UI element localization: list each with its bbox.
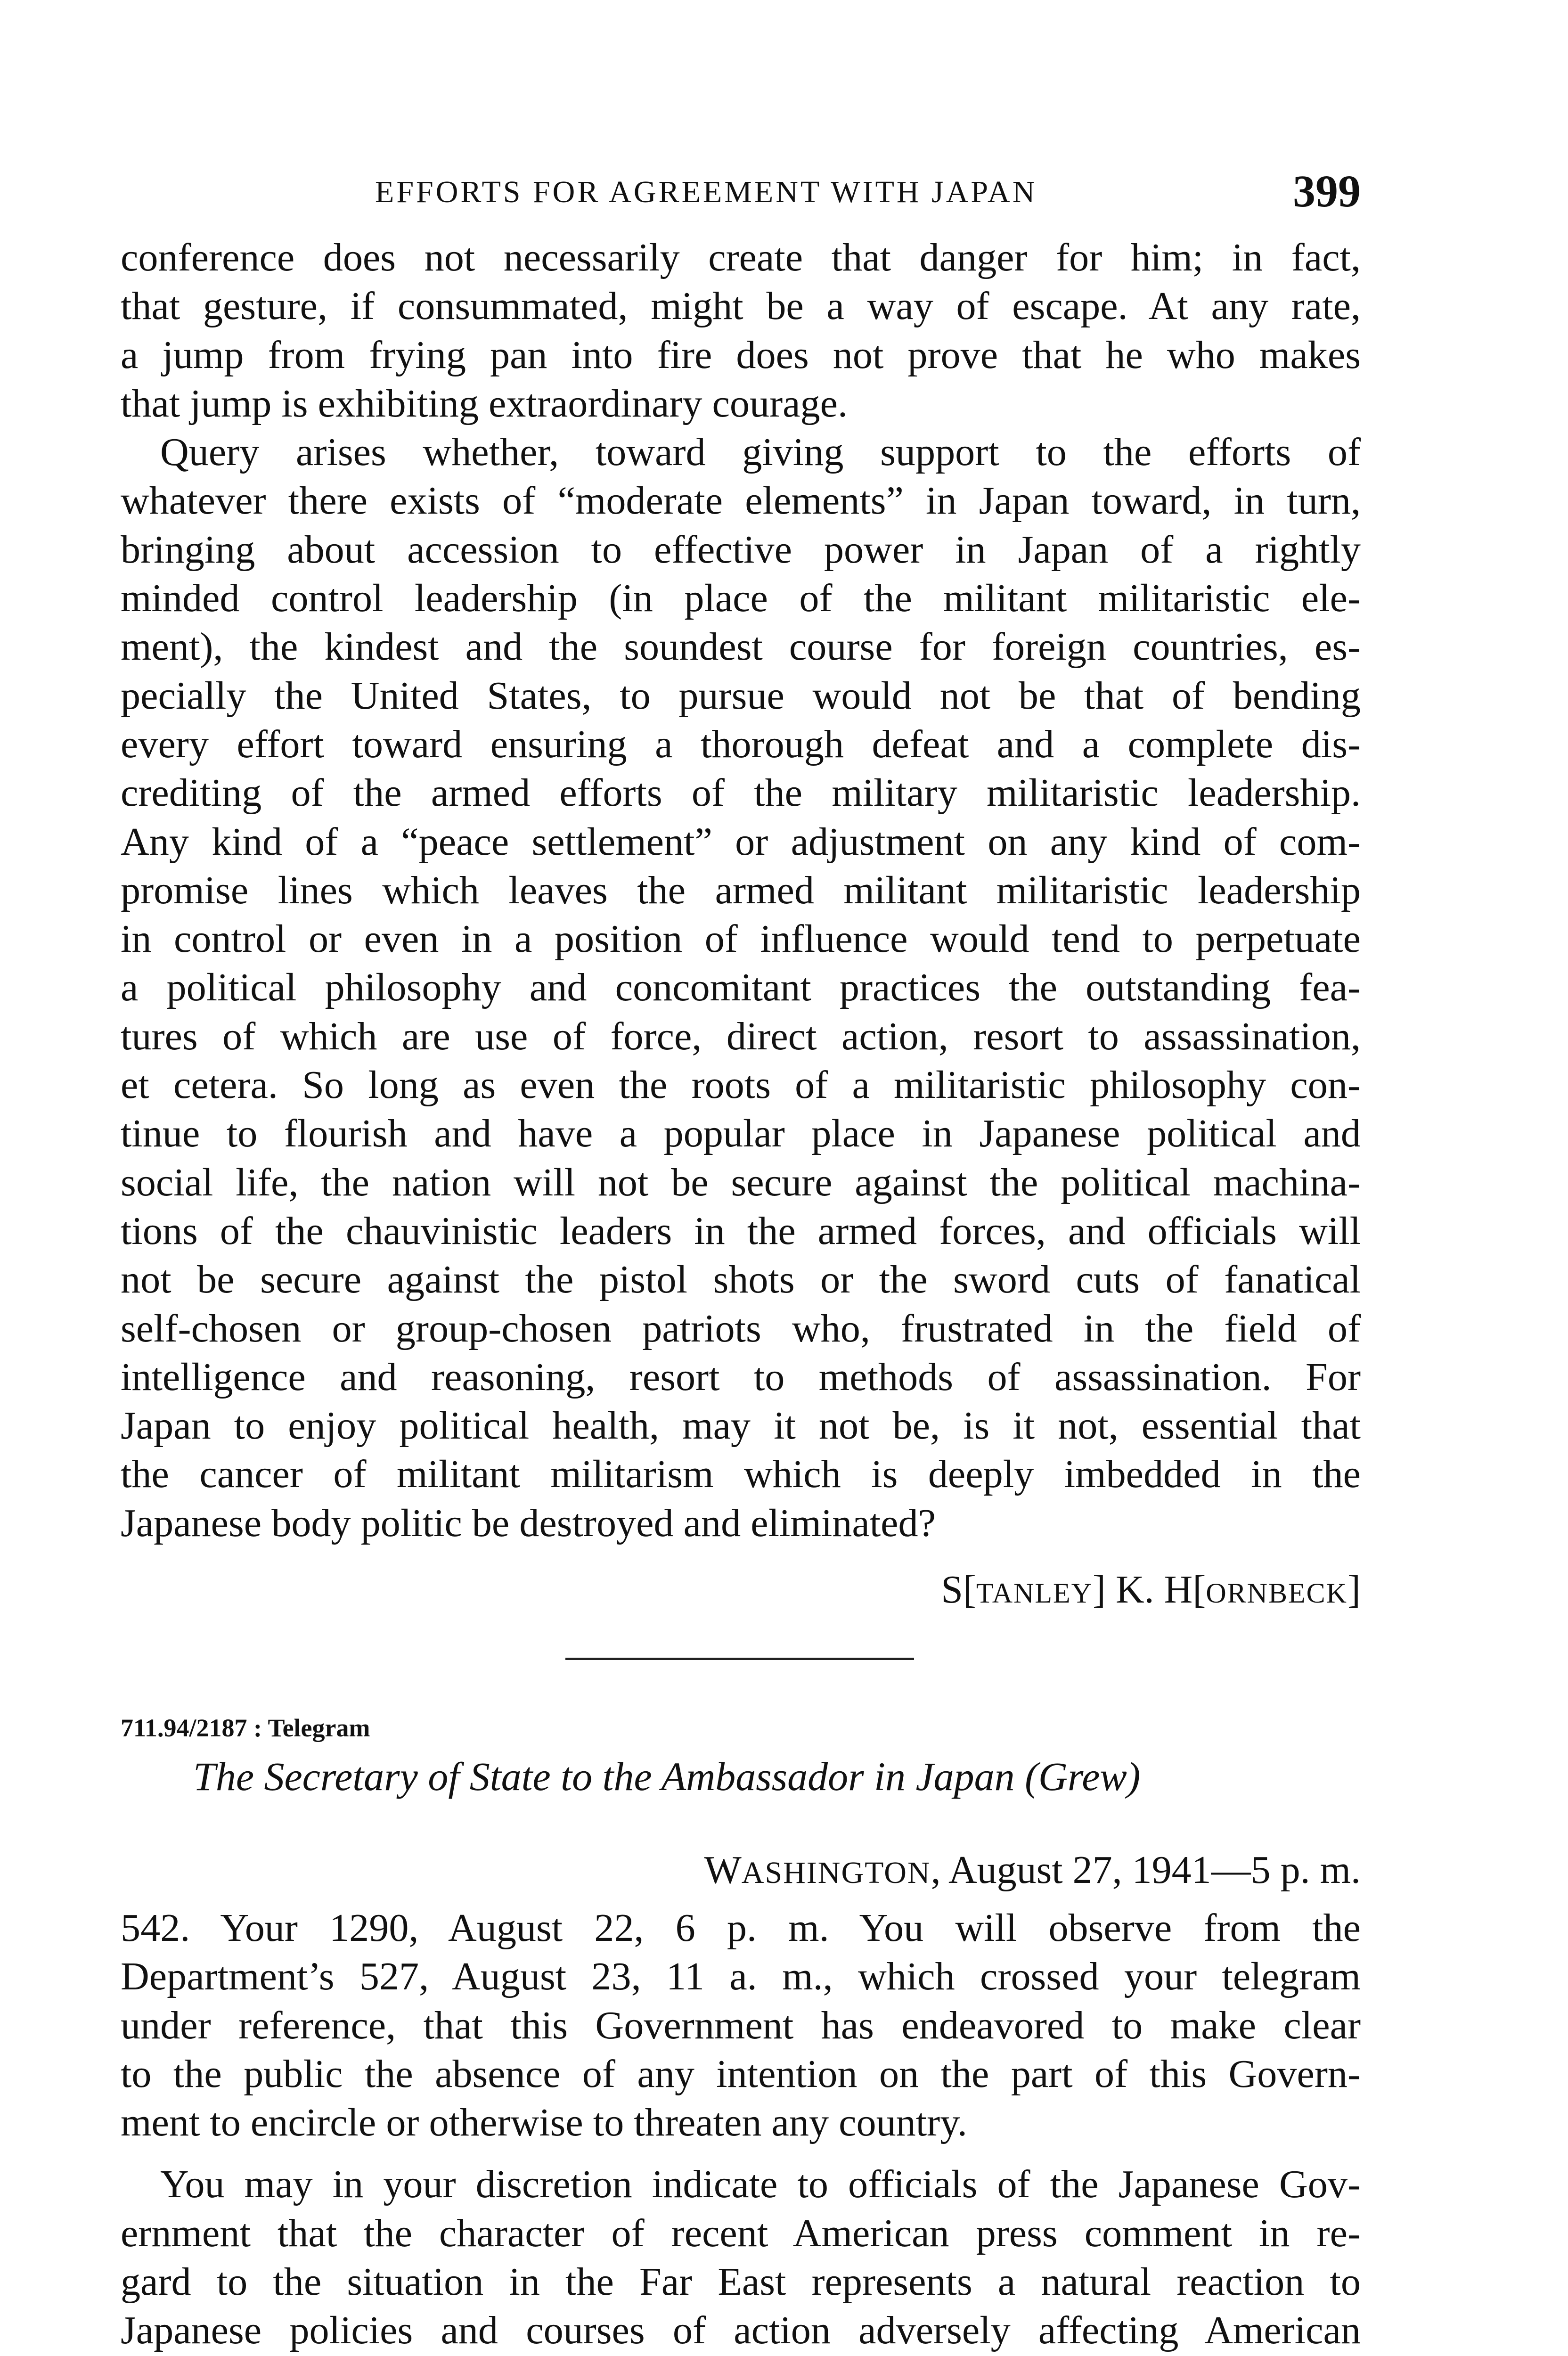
text-line: ernment that the character of recent American press comment in re- xyxy=(121,2211,1361,2255)
text-line: pecially the United States, to pursue would not be that of bending xyxy=(121,673,1361,718)
memo-signature xyxy=(941,1567,1361,1612)
file-reference: 711.94/2187 : Telegram xyxy=(121,1714,370,1742)
text-line: that jump is exhibiting extraordinary courage. xyxy=(121,381,848,425)
text-line: 542. Your 1290, August 22, 6 p. m. You will observe from the xyxy=(121,1906,1361,1950)
text-line: the cancer of militant militarism which is deeply imbedded in the xyxy=(121,1452,1361,1497)
text-line: You may in your discretion indicate to officials of the Japanese Gov- xyxy=(160,2162,1361,2207)
running-title: EFFORTS FOR AGREEMENT WITH JAPAN xyxy=(375,175,1037,209)
text-line: tions of the chauvinistic leaders in the armed forces, and officials will xyxy=(121,1209,1361,1253)
text-line: et cetera. So long as even the roots of a militaristic philosophy con- xyxy=(121,1063,1361,1107)
signature-part: S[ xyxy=(941,1568,976,1612)
text-line: that gesture, if consummated, might be a way of escape. At any rate, xyxy=(121,284,1361,328)
telegram-paragraph-1 xyxy=(121,1904,1361,2147)
signature-part: ] xyxy=(1348,1568,1361,1612)
dateline xyxy=(704,1847,1361,1893)
telegram-paragraph-2 xyxy=(121,2160,1361,2356)
text-line: conference does not necessarily create that danger for him; in fact, xyxy=(121,236,1361,279)
text-line: every effort toward ensuring a thorough defeat and a complete dis- xyxy=(121,722,1361,766)
signature-part: TANLEY xyxy=(976,1578,1093,1609)
text-line: tinue to flourish and have a popular place in Japanese political and xyxy=(121,1112,1361,1156)
page-number: 399 xyxy=(1293,166,1361,216)
signature-part: ] K. H[ xyxy=(1093,1568,1206,1612)
text-line: in control or even in a position of influence would tend to perpetuate xyxy=(121,917,1361,961)
text-line: gard to the situation in the Far East represents a natural reaction to xyxy=(121,2260,1361,2304)
text-line: Japanese body politic be destroyed and eliminated? xyxy=(121,1501,936,1545)
text-line: Japanese policies and courses of action adversely affecting American xyxy=(121,2308,1361,2353)
document-heading: The Secretary of State to the Ambassador in Japan (Grew) xyxy=(193,1754,1141,1799)
text-line: minded control leadership (in place of the militant militaristic ele- xyxy=(121,576,1361,621)
text-line: self-chosen or group-chosen patriots who, frustrated in the field of xyxy=(121,1306,1361,1350)
text-line: Japan to enjoy political health, may it not be, is it not, essential that xyxy=(121,1404,1361,1448)
dateline-date: , August 27, 1941—5 p. m. xyxy=(931,1848,1361,1892)
running-head xyxy=(121,165,1361,216)
text-line: a political philosophy and concomitant practices the outstanding fea- xyxy=(121,965,1361,1010)
text-line: under reference, that this Government has endeavored to make clear xyxy=(121,2003,1361,2047)
dateline-place-rest: ASHINGTON xyxy=(741,1856,931,1890)
text-line: crediting of the armed efforts of the military militaristic leadership. xyxy=(121,771,1361,815)
text-line: promise lines which leaves the armed militant militaristic leadership xyxy=(121,868,1361,912)
text-line: ment), the kindest and the soundest course for foreign countries, es- xyxy=(121,625,1361,669)
text-line: ment to encircle or otherwise to threaten any country. xyxy=(121,2101,967,2145)
dateline-place-initial: W xyxy=(704,1848,742,1892)
text-line: intelligence and reasoning, resort to methods of assassination. For xyxy=(121,1355,1361,1399)
text-line: social life, the nation will not be secure against the political machina- xyxy=(121,1160,1361,1204)
text-line: Any kind of a “peace settlement” or adjustment on any kind of com- xyxy=(121,819,1361,864)
text-line: to the public the absence of any intention on the part of this Govern- xyxy=(121,2052,1361,2096)
memo-body xyxy=(121,233,1361,1547)
section-divider xyxy=(565,1658,914,1660)
text-line: bringing about accession to effective power in Japan of a rightly xyxy=(121,527,1361,572)
memo-paragraph-1 xyxy=(121,233,1361,428)
text-line: Department’s 527, August 23, 11 a. m., which crossed your telegram xyxy=(121,1955,1361,1999)
text-line: tures of which are use of force, direct action, resort to assassination, xyxy=(121,1014,1361,1058)
memo-paragraph-2 xyxy=(121,428,1361,1547)
text-line: a jump from frying pan into fire does not prove that he who makes xyxy=(121,333,1361,377)
telegram-body xyxy=(121,1904,1361,2356)
text-line: not be secure against the pistol shots or the sword cuts of fanatical xyxy=(121,1258,1361,1302)
signature-part: ORNBECK xyxy=(1206,1578,1348,1609)
text-line: Query arises whether, toward giving support to the efforts of xyxy=(160,430,1361,474)
text-line: whatever there exists of “moderate elements” in Japan toward, in turn, xyxy=(121,479,1361,523)
